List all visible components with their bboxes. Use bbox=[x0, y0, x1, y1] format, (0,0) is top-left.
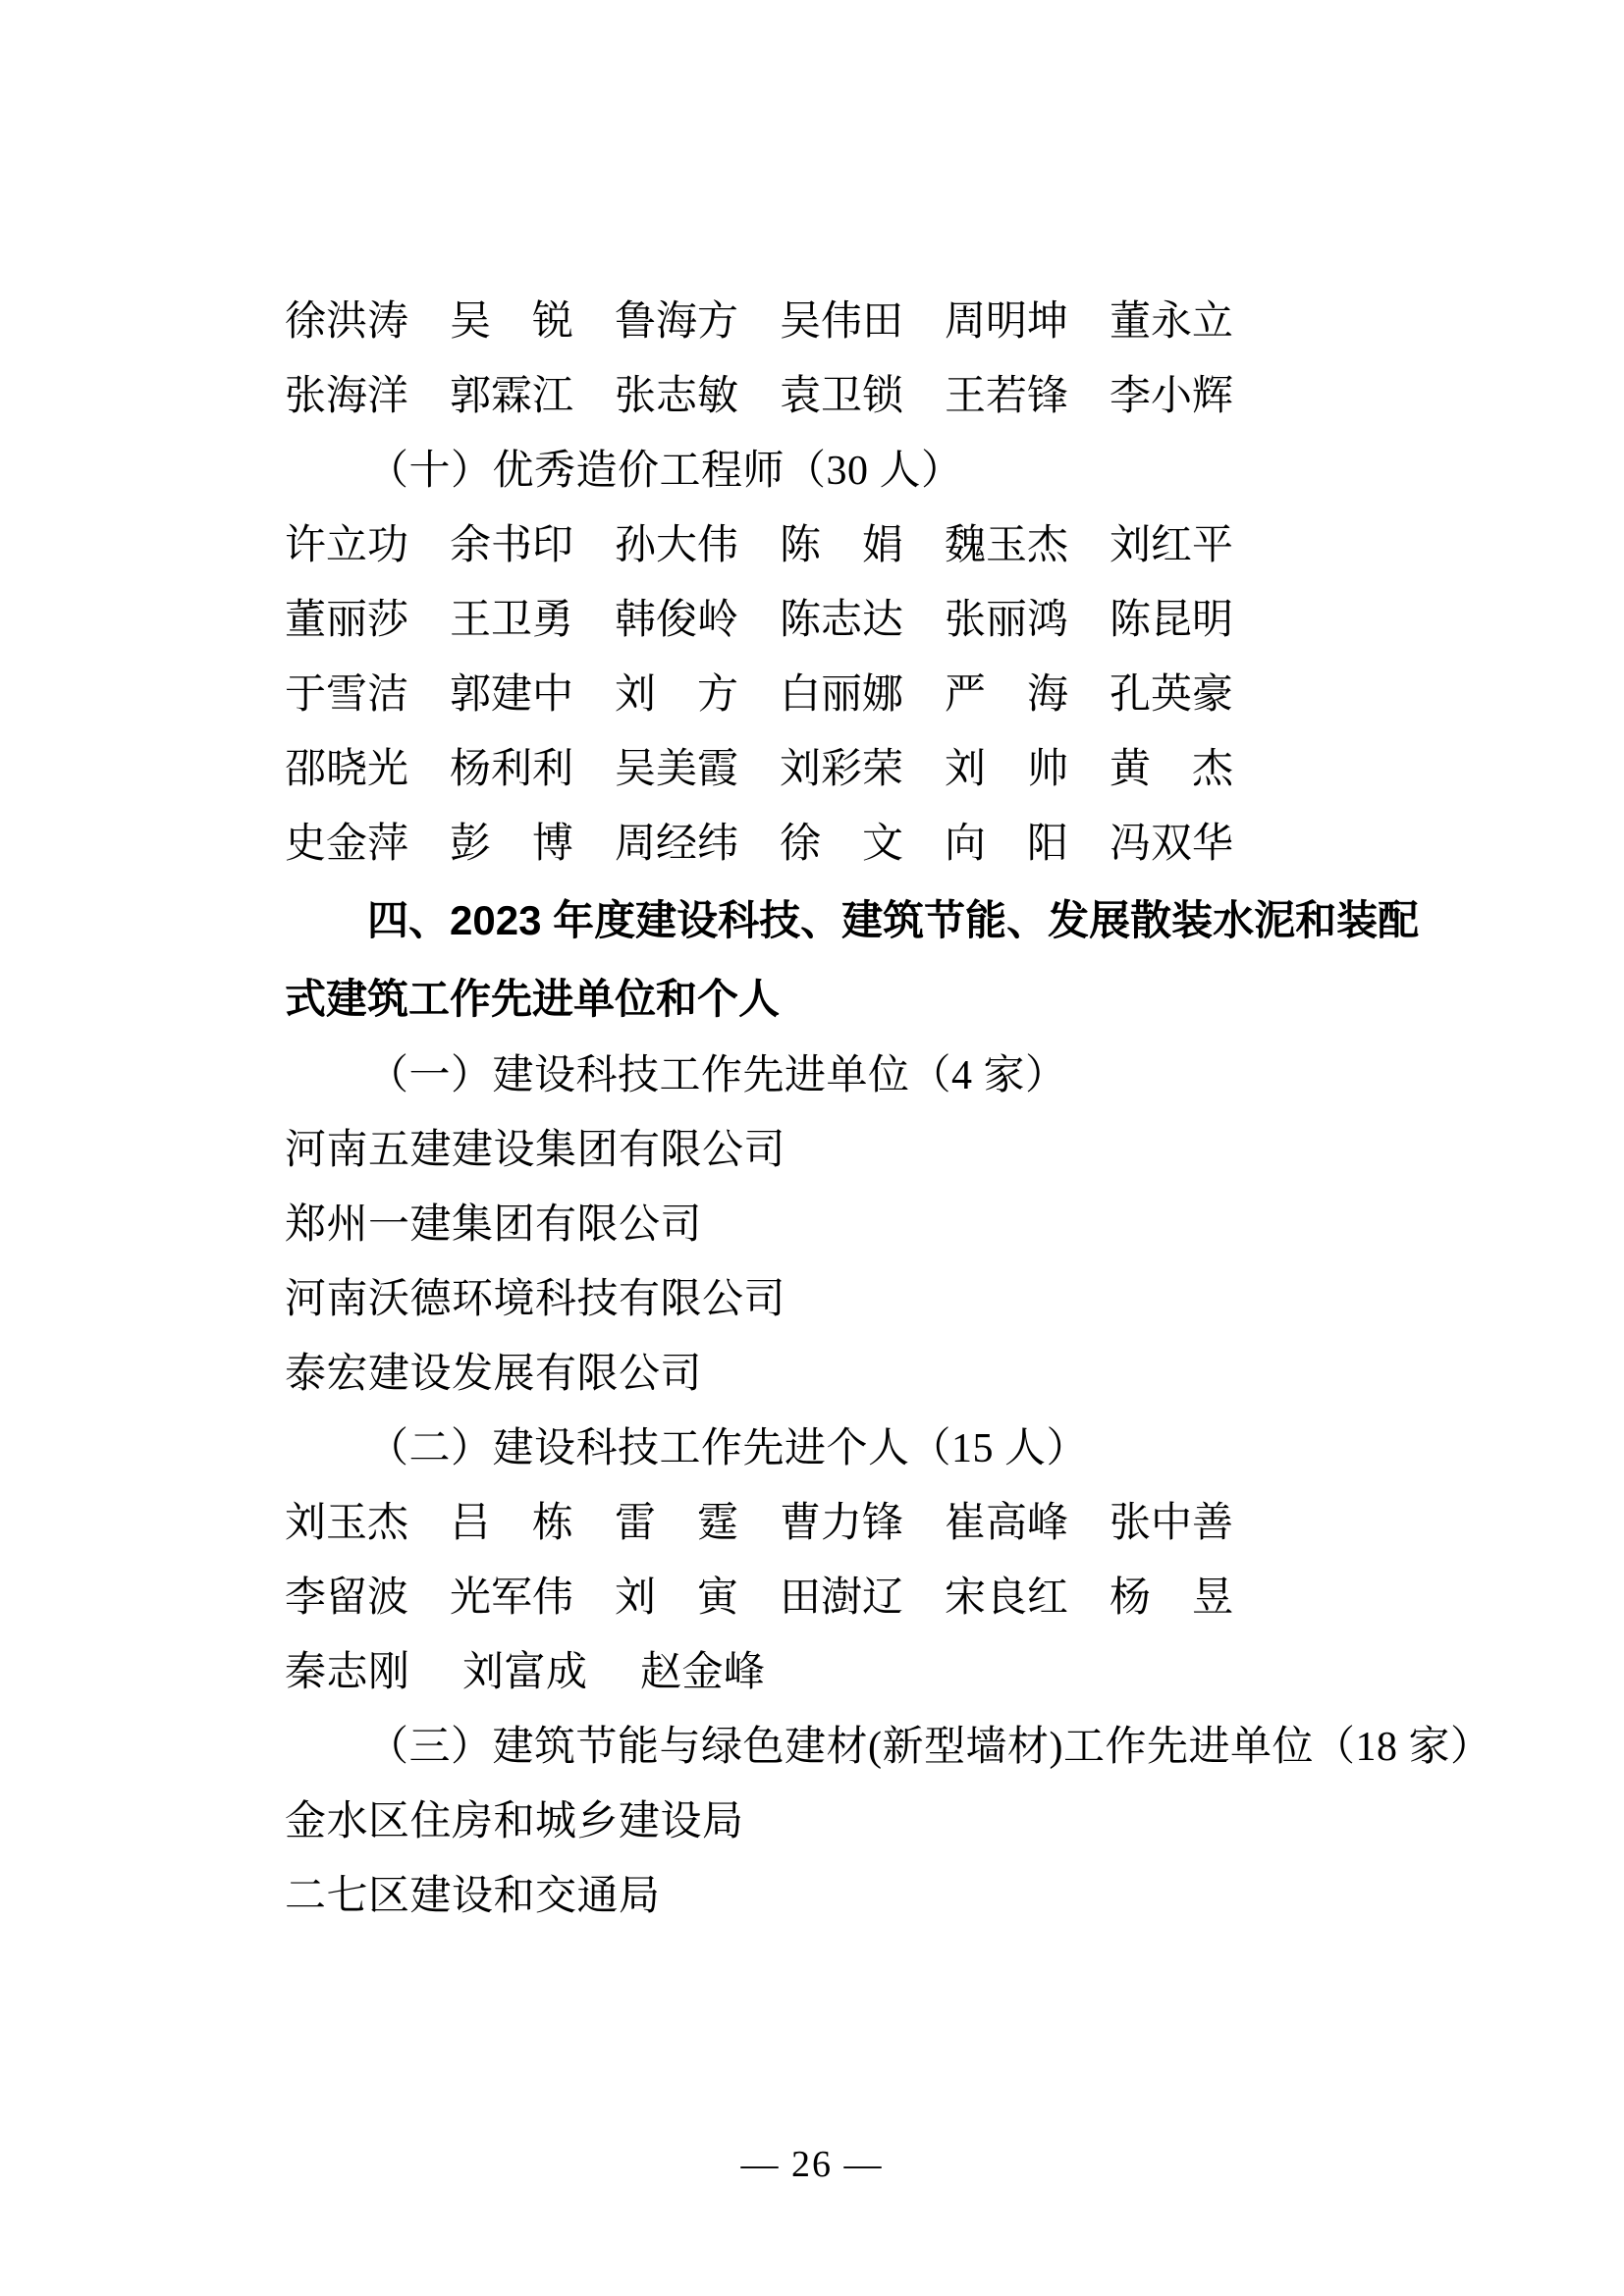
name-text: 刘 方 bbox=[615, 672, 739, 718]
name-text: 刘彩荣 bbox=[780, 747, 904, 792]
name-cell bbox=[285, 508, 450, 583]
subsection-two-title: （二）建设科技工作先进个人（15 人） bbox=[367, 1426, 1089, 1471]
name-row bbox=[285, 508, 1276, 583]
name-cell bbox=[285, 1486, 450, 1561]
name-text: 吕 栋 bbox=[450, 1501, 574, 1546]
name-cell bbox=[780, 1486, 945, 1561]
name-text: 刘红平 bbox=[1110, 523, 1234, 568]
name-text: 李小辉 bbox=[1110, 374, 1234, 419]
name-text: 李留波 bbox=[285, 1575, 409, 1621]
name-cell bbox=[450, 583, 615, 658]
name-text: 张丽鸿 bbox=[945, 598, 1069, 643]
name-cell bbox=[450, 508, 615, 583]
name-text: 刘 帅 bbox=[945, 747, 1069, 792]
name-text: 余书印 bbox=[450, 523, 574, 568]
name-text: 王卫勇 bbox=[450, 598, 574, 643]
name-text: 陈昆明 bbox=[1110, 598, 1234, 643]
name-cell bbox=[615, 658, 780, 732]
name-cell bbox=[945, 658, 1110, 732]
name-cell bbox=[615, 1486, 780, 1561]
name-text: 董丽莎 bbox=[285, 598, 409, 643]
name-text: 白丽娜 bbox=[780, 672, 904, 718]
name-cell bbox=[1110, 807, 1274, 881]
name-cell bbox=[285, 285, 450, 359]
name-cell bbox=[285, 359, 450, 434]
name-cell bbox=[615, 583, 780, 658]
name-text: 崔高峰 bbox=[945, 1501, 1069, 1546]
name-cell bbox=[615, 807, 780, 881]
name-text: 鲁海方 bbox=[615, 299, 739, 345]
name-text: 张志敏 bbox=[615, 374, 739, 419]
name-cell bbox=[945, 508, 1110, 583]
name-text: 杨利利 bbox=[450, 747, 574, 792]
document-body bbox=[285, 285, 1492, 1934]
list-item: 金水区住房和城乡建设局 bbox=[285, 1799, 744, 1844]
name-cell bbox=[615, 732, 780, 807]
name-row bbox=[285, 359, 1276, 434]
name-cell bbox=[945, 1561, 1110, 1635]
name-cell bbox=[780, 359, 945, 434]
name-text: 雷 霆 bbox=[615, 1501, 739, 1546]
name-cell bbox=[1110, 732, 1274, 807]
name-text: 冯双华 bbox=[1110, 822, 1234, 867]
name-text: 邵晓光 bbox=[285, 747, 409, 792]
name-cell bbox=[450, 1561, 615, 1635]
name-cell bbox=[1110, 583, 1274, 658]
name-text: 曹力锋 bbox=[780, 1501, 904, 1546]
name-text: 吴 锐 bbox=[450, 299, 574, 345]
name-cell bbox=[1110, 285, 1274, 359]
name-cell bbox=[1110, 1561, 1274, 1635]
name-text: 陈 娟 bbox=[780, 523, 904, 568]
section-four-heading-line1: 四、2023 年度建设科技、建筑节能、发展散装水泥和装配 bbox=[367, 897, 1420, 943]
name-cell bbox=[285, 807, 450, 881]
name-text: 孙大伟 bbox=[615, 523, 739, 568]
name-cell bbox=[615, 359, 780, 434]
name-text: 张海洋 bbox=[285, 374, 409, 419]
name-text: 徐洪涛 bbox=[285, 299, 409, 345]
name-cell bbox=[1110, 359, 1274, 434]
name-text: 吴美霞 bbox=[615, 747, 739, 792]
name-cell bbox=[615, 1561, 780, 1635]
section-title-ten: （十）优秀造价工程师（30 人） bbox=[367, 449, 963, 494]
page-number: — 26 — bbox=[740, 2144, 884, 2185]
name-text: 袁卫锁 bbox=[780, 374, 904, 419]
name-cell bbox=[780, 658, 945, 732]
name-text: 韩俊岭 bbox=[615, 598, 739, 643]
name-row bbox=[285, 1561, 1276, 1635]
name-text: 魏玉杰 bbox=[945, 523, 1069, 568]
name-cell bbox=[780, 583, 945, 658]
name-row bbox=[285, 807, 1276, 881]
name-text: 徐 文 bbox=[780, 822, 904, 867]
name-cell bbox=[615, 508, 780, 583]
section-four-heading-line2: 式建筑工作先进单位和个人 bbox=[285, 976, 781, 1022]
name-row bbox=[285, 583, 1276, 658]
list-item: 河南五建建设集团有限公司 bbox=[285, 1128, 786, 1173]
subsection-three-title: （三）建筑节能与绿色建材(新型墙材)工作先进单位（18 家） bbox=[367, 1725, 1492, 1770]
name-cell bbox=[285, 1561, 450, 1635]
name-cell bbox=[945, 1486, 1110, 1561]
name-text: 于雪洁 bbox=[285, 672, 409, 718]
name-cell bbox=[1110, 508, 1274, 583]
name-cell bbox=[450, 285, 615, 359]
name-text: 黄 杰 bbox=[1110, 747, 1234, 792]
name-text: 史金萍 bbox=[285, 822, 409, 867]
name-cell bbox=[450, 732, 615, 807]
name-row bbox=[285, 285, 1276, 359]
name-text: 周明坤 bbox=[945, 299, 1069, 345]
name-cell bbox=[945, 583, 1110, 658]
name-text: 吴伟田 bbox=[780, 299, 904, 345]
name-cell bbox=[780, 1561, 945, 1635]
name-text: 王若锋 bbox=[945, 374, 1069, 419]
name-row-last: 秦志刚 刘富成 赵金峰 bbox=[285, 1650, 766, 1695]
name-cell bbox=[945, 807, 1110, 881]
name-cell bbox=[450, 1486, 615, 1561]
name-text: 彭 博 bbox=[450, 822, 574, 867]
name-text: 董永立 bbox=[1110, 299, 1234, 345]
name-text: 光军伟 bbox=[450, 1575, 574, 1621]
name-text: 张中善 bbox=[1110, 1501, 1234, 1546]
name-cell bbox=[1110, 658, 1274, 732]
name-cell bbox=[1110, 1486, 1274, 1561]
name-cell bbox=[780, 508, 945, 583]
name-text: 陈志达 bbox=[780, 598, 904, 643]
name-row bbox=[285, 732, 1276, 807]
name-cell bbox=[945, 359, 1110, 434]
name-row bbox=[285, 658, 1276, 732]
name-row bbox=[285, 1486, 1276, 1561]
list-item: 河南沃德环境科技有限公司 bbox=[285, 1277, 786, 1322]
name-cell bbox=[780, 285, 945, 359]
name-cell bbox=[945, 285, 1110, 359]
name-cell bbox=[615, 285, 780, 359]
name-text: 郭建中 bbox=[450, 672, 574, 718]
name-text: 许立功 bbox=[285, 523, 409, 568]
name-cell bbox=[450, 807, 615, 881]
name-text: 田澍辽 bbox=[780, 1575, 904, 1621]
name-text: 宋良红 bbox=[945, 1575, 1069, 1621]
name-cell bbox=[780, 807, 945, 881]
list-item: 二七区建设和交通局 bbox=[285, 1874, 661, 1919]
name-cell bbox=[285, 658, 450, 732]
name-text: 向 阳 bbox=[945, 822, 1069, 867]
name-cell bbox=[285, 583, 450, 658]
list-item: 郑州一建集团有限公司 bbox=[285, 1202, 703, 1248]
name-text: 郭霖江 bbox=[450, 374, 574, 419]
name-cell bbox=[450, 359, 615, 434]
name-text: 刘 寅 bbox=[615, 1575, 739, 1621]
name-cell bbox=[450, 658, 615, 732]
name-cell bbox=[780, 732, 945, 807]
name-text: 周经纬 bbox=[615, 822, 739, 867]
list-item: 泰宏建设发展有限公司 bbox=[285, 1352, 703, 1397]
name-text: 严 海 bbox=[945, 672, 1069, 718]
name-cell bbox=[945, 732, 1110, 807]
name-text: 孔英豪 bbox=[1110, 672, 1234, 718]
subsection-one-title: （一）建设科技工作先进单位（4 家） bbox=[367, 1053, 1067, 1098]
name-text: 刘玉杰 bbox=[285, 1501, 409, 1546]
name-cell bbox=[285, 732, 450, 807]
name-text: 杨 昱 bbox=[1110, 1575, 1234, 1621]
